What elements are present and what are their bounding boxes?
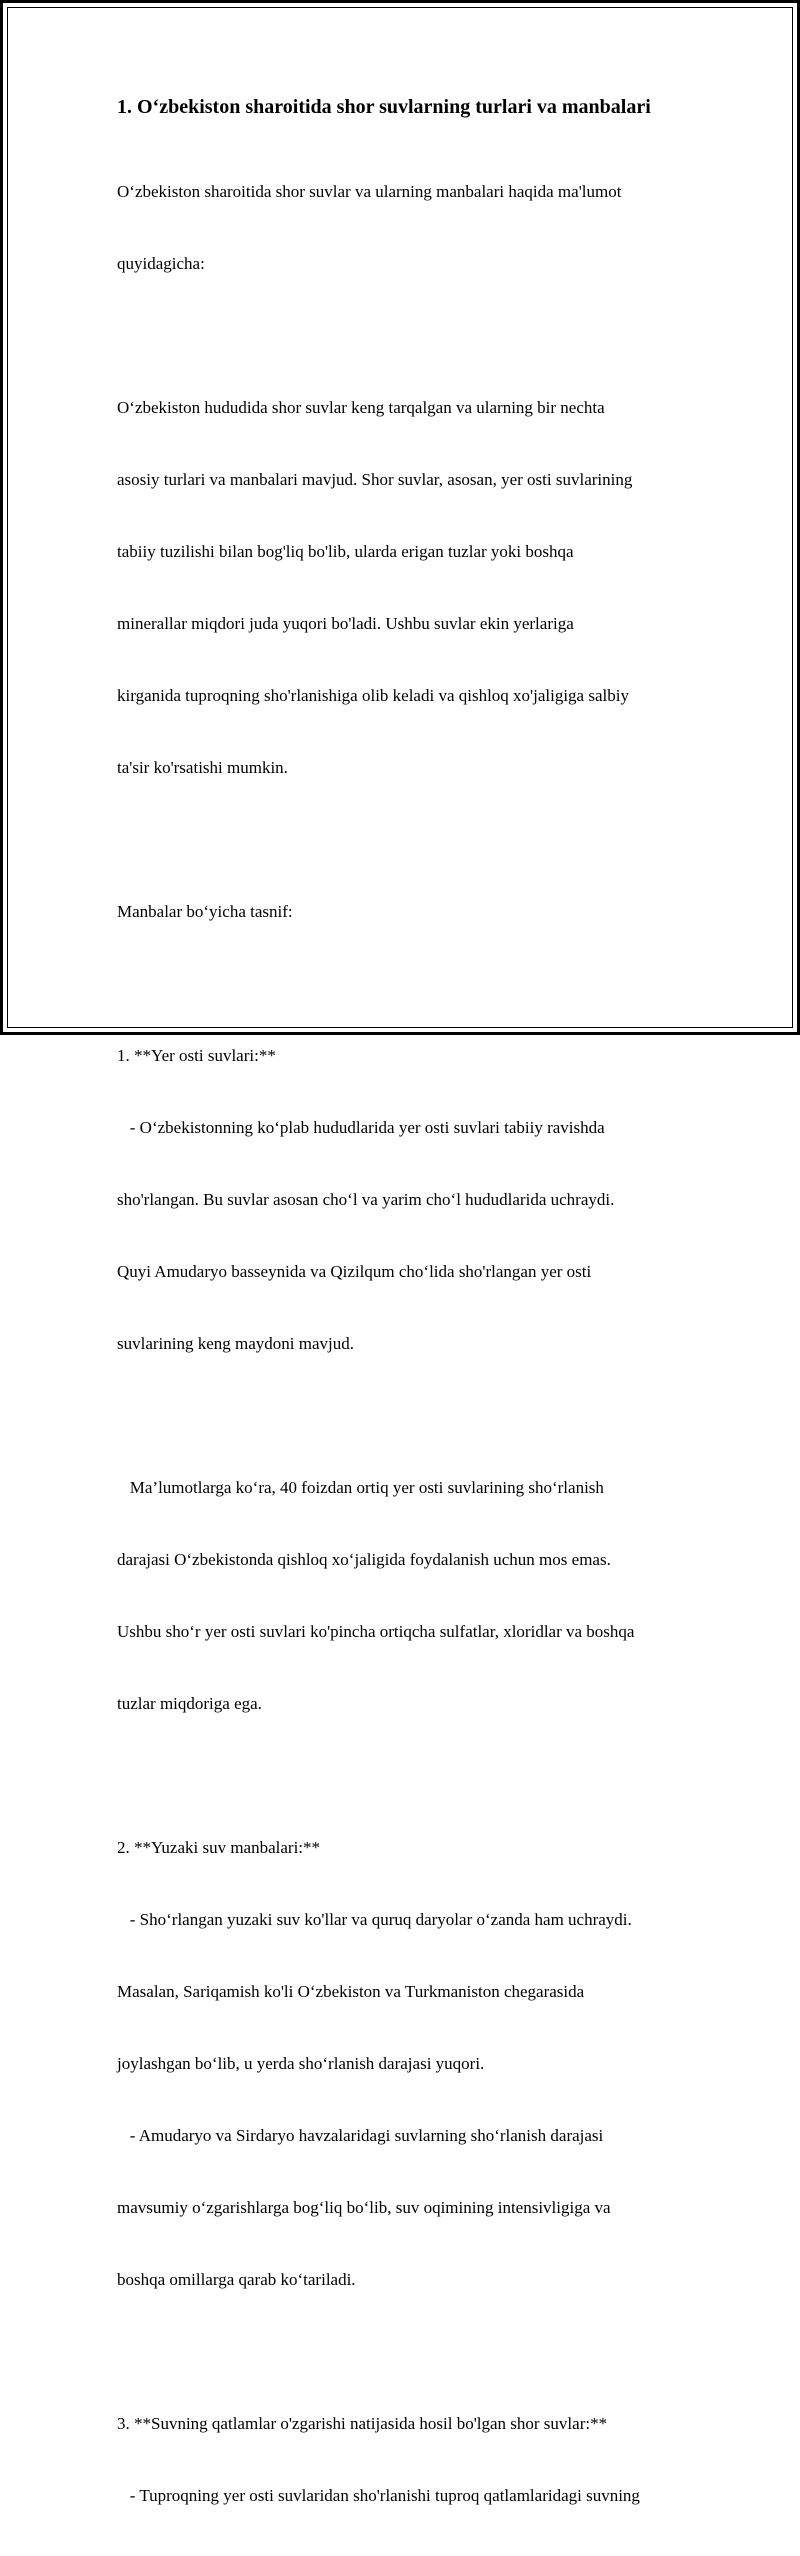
- text-line: sho'rlangan. Bu suvlar asosan cho‘l va yarim cho‘l hududlarida uchraydi.: [117, 1190, 615, 1209]
- text-line: quyidagicha:: [117, 254, 205, 273]
- text-line: asosiy turlari va manbalari mavjud. Shor suvlar, asosan, yer osti suvlarining: [117, 470, 633, 489]
- text-line: Quyi Amudaryo basseynida va Qizilqum cho‘lida sho'rlangan yer osti: [117, 1262, 592, 1281]
- text-line: boshqa omillarga qarab ko‘tariladi.: [117, 2270, 356, 2289]
- text-line: Masalan, Sariqamish ko'li O‘zbekiston va Turkmaniston chegarasida: [117, 1982, 585, 2001]
- list-item-heading: 2. **Yuzaki suv manbalari:**: [117, 1838, 321, 1857]
- text-line: suvlarining keng maydoni mavjud.: [117, 1334, 355, 1353]
- text-line: - Amudaryo va Sirdaryo havzalaridagi suvlarning sho‘rlanish darajasi: [117, 2126, 604, 2145]
- text-line: Manbalar bo‘yicha tasnif:: [117, 902, 293, 921]
- section-heading: 1. O‘zbekiston sharoitida shor suvlarning turlari va manbalari: [117, 96, 651, 118]
- list-item-heading: 3. **Suvning qatlamlar o'zgarishi natijasida hosil bo'lgan shor suvlar:**: [117, 2414, 608, 2433]
- text-line: mavsumiy o‘zgarishlarga bog‘liq bo‘lib, suv oqimining intensivligiga va: [117, 2198, 611, 2217]
- paragraph-block: [117, 132, 717, 2556]
- blank-line: [117, 972, 717, 996]
- blank-line: [117, 828, 717, 852]
- blank-line: [117, 1764, 717, 1788]
- text-line: Ma’lumotlarga ko‘ra, 40 foizdan ortiq yer osti suvlarining sho‘rlanish: [117, 1478, 604, 1497]
- text-line: Ushbu sho‘r yer osti suvlari ko'pincha ortiqcha sulfatlar, xloridlar va boshqa: [117, 1622, 635, 1641]
- text-line: kirganida tuproqning sho'rlanishiga olib keladi va qishloq xo'jaligiga salbiy: [117, 686, 629, 705]
- blank-line: [117, 2340, 717, 2364]
- text-line: - O‘zbekistonning ko‘plab hududlarida yer osti suvlari tabiiy ravishda: [117, 1118, 605, 1137]
- text-line: tabiiy tuzilishi bilan bog'liq bo'lib, ularda erigan tuzlar yoki boshqa: [117, 542, 574, 561]
- text-line: joylashgan bo‘lib, u yerda sho‘rlanish darajasi yuqori.: [117, 2054, 485, 2073]
- text-line: - Sho‘rlangan yuzaki suv ko'llar va quruq daryolar o‘zanda ham uchraydi.: [117, 1910, 632, 1929]
- blank-line: [117, 324, 717, 348]
- list-item-heading: 1. **Yer osti suvlari:**: [117, 1046, 276, 1065]
- text-line: darajasi O‘zbekistonda qishloq xo‘jaligida foydalanish uchun mos emas.: [117, 1550, 611, 1569]
- text-line: O‘zbekiston sharoitida shor suvlar va ularning manbalari haqida ma'lumot: [117, 182, 622, 201]
- text-line: tuzlar miqdoriga ega.: [117, 1694, 262, 1713]
- text-line: minerallar miqdori juda yuqori bo'ladi. Ushbu suvlar ekin yerlariga: [117, 614, 574, 633]
- document-body: [117, 94, 717, 2556]
- text-line: - Tuproqning yer osti suvlaridan sho'rlanishi tuproq qatlamlaridagi suvning: [117, 2486, 640, 2505]
- blank-line: [117, 1404, 717, 1428]
- text-line: O‘zbekiston hududida shor suvlar keng tarqalgan va ularning bir nechta: [117, 398, 605, 417]
- text-line: ta'sir ko'rsatishi mumkin.: [117, 758, 288, 777]
